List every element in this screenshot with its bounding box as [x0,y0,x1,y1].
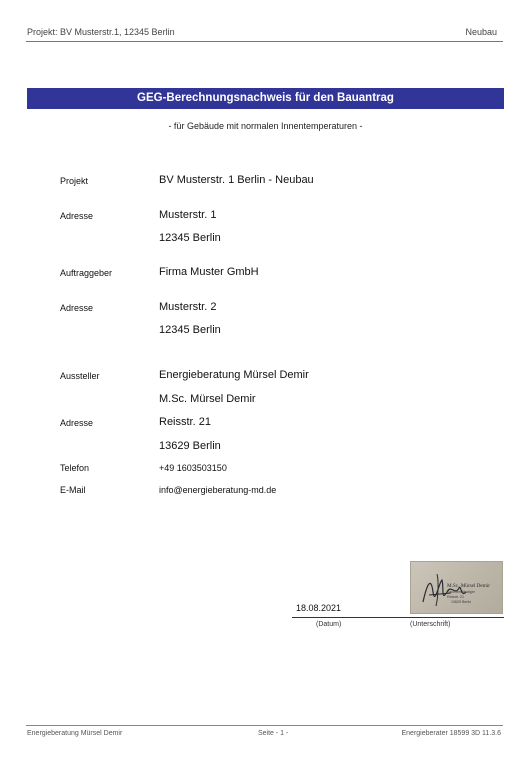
document-subtitle: - für Gebäude mit normalen Innentemperaturen - [168,121,363,131]
footer-software-version: Energieberater 18599 3D 11.3.6 [401,730,501,737]
stamp-street-text: Reisstr. 21 [447,595,464,599]
adresse-line2: 12345 Berlin [159,324,221,336]
stamp-title-text: Sachverständiger [447,590,475,594]
document-title: GEG-Berechnungsnachweis für den Bauantrag [27,88,504,109]
adresse-label: Adresse [60,418,94,428]
telefon-value: +49 1603503150 [159,463,227,473]
email-value: info@energieberatung-md.de [159,485,277,495]
stamp-city-text: 13629 Berlin [451,600,472,604]
adresse-label: Adresse [60,211,94,221]
aussteller-label: Aussteller [60,371,100,381]
signature-date: 18.08.2021 [296,603,342,613]
adresse-line1: Musterstr. 2 [159,301,217,313]
signature-caption: (Unterschrift) [410,621,451,628]
header-project: Projekt: BV Musterstr.1, 12345 Berlin [27,27,175,37]
signature-stamp-image [410,561,503,614]
aussteller-line2: M.Sc. Mürsel Demir [159,393,256,405]
header-divider [26,41,503,42]
handwritten-signature [411,562,502,613]
aussteller-line1: Energieberatung Mürsel Demir [159,369,309,381]
projekt-value: BV Musterstr. 1 Berlin - Neubau [159,174,314,186]
footer-company: Energieberatung Mürsel Demir [27,730,123,737]
footer-divider [26,725,503,726]
date-caption: (Datum) [316,621,342,628]
projekt-label: Projekt [60,176,89,186]
auftraggeber-label: Auftraggeber [60,268,113,278]
adresse-line2: 12345 Berlin [159,232,221,244]
adresse-label: Adresse [60,303,94,313]
adresse-line1: Reisstr. 21 [159,416,211,428]
auftraggeber-value: Firma Muster GmbH [159,266,259,278]
signature-line [292,617,504,618]
stamp-name-text: M.Sc. Mürsel Demir [447,583,490,589]
email-label: E-Mail [60,485,86,495]
adresse-line1: Musterstr. 1 [159,209,217,221]
header-type: Neubau [465,27,497,37]
footer-page-number: Seite - 1 - [258,730,289,737]
telefon-label: Telefon [60,463,90,473]
adresse-line2: 13629 Berlin [159,440,221,452]
